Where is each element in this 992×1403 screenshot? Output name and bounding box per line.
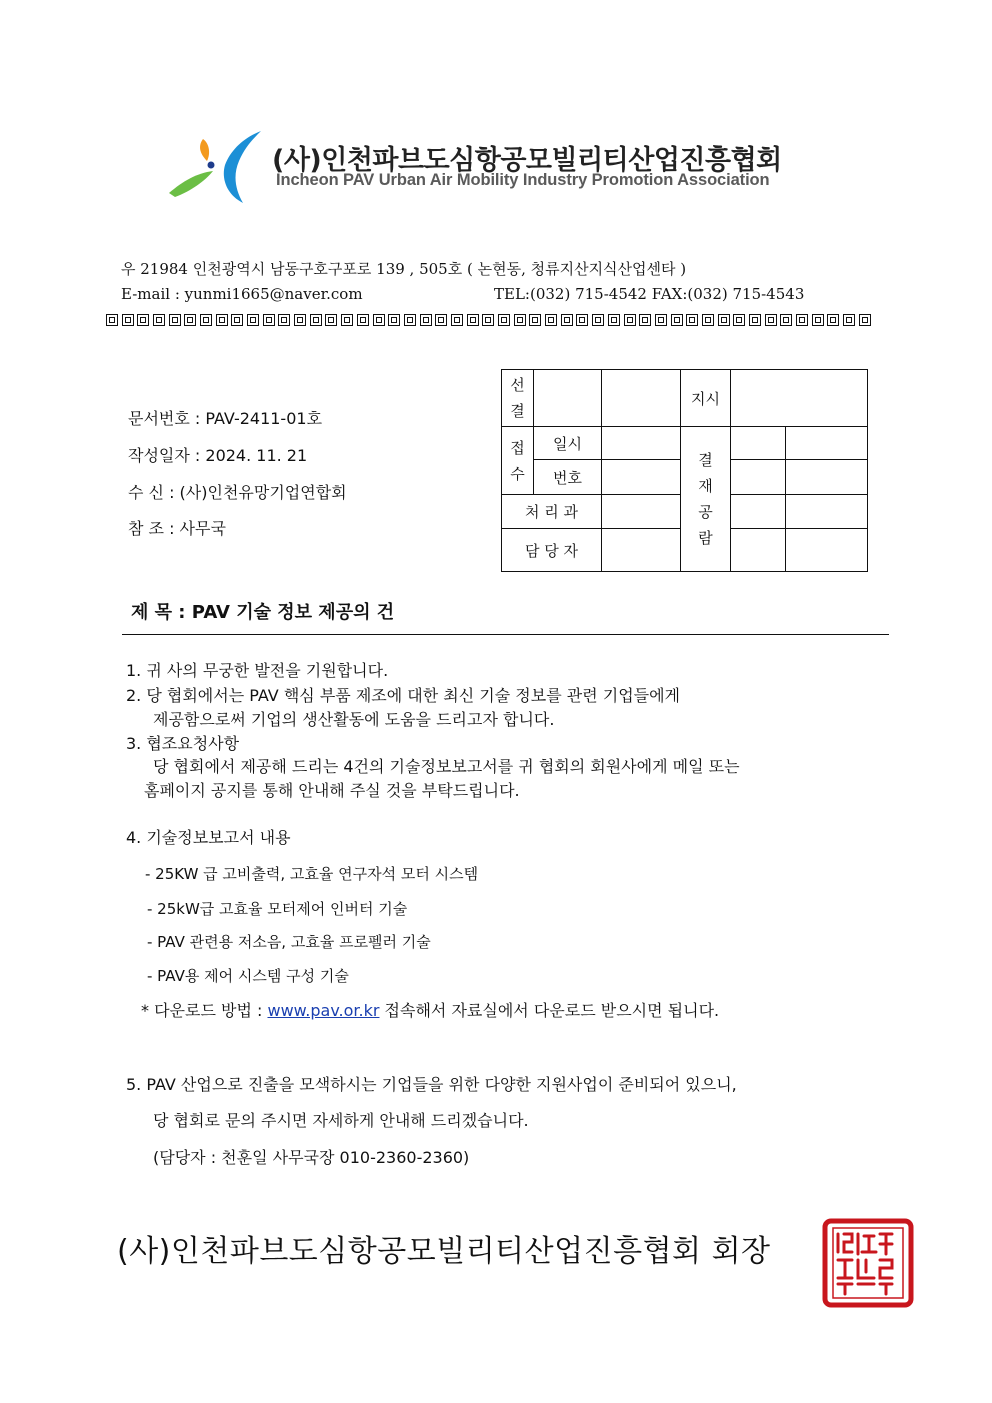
- website-link[interactable]: www.pav.or.kr: [267, 1001, 380, 1020]
- approval-cell: [786, 427, 868, 460]
- report-item: - 25KW 급 고비출력, 고효율 연구자석 모터 시스템: [145, 865, 479, 883]
- approval-cell: [731, 427, 786, 460]
- approval-sun: 선: [510, 376, 525, 394]
- report-item: - PAV 관련용 저소음, 고효율 프로펠러 기술: [147, 933, 431, 951]
- separator-square: [686, 314, 698, 326]
- approval-cell: [602, 427, 681, 460]
- separator-square: [482, 314, 494, 326]
- paragraph-3: 3. 협조요청사항: [126, 734, 240, 753]
- approval-cell: [731, 370, 868, 427]
- separator-square: [780, 314, 792, 326]
- approval-cell: [731, 460, 786, 495]
- approval-cell: [602, 460, 681, 495]
- approval-cell: [786, 460, 868, 495]
- approval-jisi: 지시: [681, 370, 731, 427]
- doc-reference: 참 조 : 사무국: [128, 519, 226, 538]
- separator-square: [827, 314, 839, 326]
- separator-square: [718, 314, 730, 326]
- separator-square: [278, 314, 290, 326]
- approval-beonho: 번호: [534, 460, 602, 495]
- paragraph-3-cont: 홈페이지 공지를 통해 안내해 주실 것을 부탁드립니다.: [144, 781, 520, 800]
- separator-square: [137, 314, 149, 326]
- approval-su: 수: [510, 464, 525, 483]
- separator-square: [435, 314, 447, 326]
- separator-square: [451, 314, 463, 326]
- separator-square: [608, 314, 620, 326]
- report-item: - 25kW급 고효율 모터제어 인버터 기술: [147, 900, 408, 918]
- approval-cell: [786, 495, 868, 529]
- report-item: - PAV용 제어 시스템 구성 기술: [147, 967, 349, 985]
- approval-gyeol2: 결: [698, 451, 713, 469]
- org-name-ko: (사)인천파브도심항공모빌리티산업진흥협회: [272, 145, 782, 176]
- separator-square: [514, 314, 526, 326]
- separator-square: [200, 314, 212, 326]
- approval-ilsi: 일시: [534, 427, 602, 460]
- paragraph-5-cont: 당 협회로 문의 주시면 자세하게 안내해 드리겠습니다.: [153, 1111, 529, 1130]
- separator-square: [702, 314, 714, 326]
- separator-square: [373, 314, 385, 326]
- separator-square: [153, 314, 165, 326]
- approval-ram: 람: [698, 529, 713, 547]
- approval-gyeol: 결: [510, 402, 525, 420]
- separator-squares: [104, 313, 872, 329]
- separator-square: [671, 314, 683, 326]
- separator-square: [655, 314, 667, 326]
- approval-cell: [786, 529, 868, 572]
- doc-subject: 제 목 : PAV 기술 정보 제공의 건: [131, 602, 395, 623]
- separator-square: [576, 314, 588, 326]
- paragraph-2-cont: 제공함으로써 기업의 생산활동에 도움을 드리고자 합니다.: [153, 710, 555, 729]
- separator-square: [404, 314, 416, 326]
- approval-cell: [602, 529, 681, 572]
- approval-jeopsu: [502, 427, 534, 495]
- separator-square: [310, 314, 322, 326]
- separator-square: [624, 314, 636, 326]
- separator-square: [796, 314, 808, 326]
- separator-square: [529, 314, 541, 326]
- separator-square: [106, 314, 118, 326]
- download-suffix: 접속해서 자료실에서 다운로드 받으시면 됩니다.: [379, 1001, 720, 1020]
- separator-square: [122, 314, 134, 326]
- address-line: 우 21984 인천광역시 남동구호구포로 139 , 505호 ( 논현동, 청류지산지식산업센타 ): [121, 260, 687, 278]
- separator-square: [749, 314, 761, 326]
- download-prefix: * 다운로드 방법 :: [141, 1001, 268, 1020]
- separator-square: [325, 314, 337, 326]
- separator-square: [184, 314, 196, 326]
- doc-date: 작성일자 : 2024. 11. 21: [128, 446, 308, 465]
- separator-square: [765, 314, 777, 326]
- doc-number: 문서번호 : PAV-2411-01호: [128, 409, 323, 428]
- separator-square: [733, 314, 745, 326]
- approval-cell: [602, 370, 681, 427]
- separator-square: [388, 314, 400, 326]
- separator-square: [498, 314, 510, 326]
- separator-square: [357, 314, 369, 326]
- paragraph-2: 2. 당 협회에서는 PAV 핵심 부품 제조에 대한 최신 기술 정보를 관련 기업들에게: [126, 686, 681, 705]
- uam-logo-icon: [165, 125, 265, 205]
- approval-table: [501, 369, 868, 572]
- separator-square: [216, 314, 228, 326]
- email-line: E-mail : yunmi1665@naver.com: [121, 285, 363, 303]
- separator-square: [561, 314, 573, 326]
- org-name-en: Incheon PAV Urban Air Mobility Industry Promotion Association: [276, 171, 770, 189]
- approval-jae: 재: [698, 477, 713, 495]
- approval-jeop: 접: [510, 438, 525, 457]
- separator-square: [231, 314, 243, 326]
- approval-gyeoljae-gongram: [681, 427, 731, 572]
- approval-cheorigwa: 처 리 과: [502, 495, 602, 529]
- approval-sungyeol: [502, 370, 534, 427]
- approval-damdangja: 담 당 자: [502, 529, 602, 572]
- approval-cell: [534, 370, 602, 427]
- separator-square: [341, 314, 353, 326]
- approval-gong: 공: [698, 503, 713, 521]
- subject-divider: [122, 634, 889, 635]
- tel-fax-line: TEL:(032) 715-4542 FAX:(032) 715-4543: [494, 285, 805, 303]
- official-seal-icon: [822, 1218, 914, 1308]
- approval-cell: [731, 529, 786, 572]
- separator-square: [812, 314, 824, 326]
- separator-square: [639, 314, 651, 326]
- separator-square: [420, 314, 432, 326]
- approval-cell: [602, 495, 681, 529]
- separator-square: [169, 314, 181, 326]
- approval-cell: [731, 495, 786, 529]
- paragraph-5: 5. PAV 산업으로 진출을 모색하시는 기업들을 위한 다양한 지원사업이 준비되어 있으니,: [126, 1075, 737, 1094]
- contact-person: (담당자 : 천훈일 사무국장 010-2360-2360): [153, 1148, 470, 1167]
- paragraph-3-body: 당 협회에서 제공해 드리는 4건의 기술정보보고서를 귀 협회의 회원사에게 메일 또는: [153, 757, 740, 776]
- doc-recipient: 수 신 : (사)인천유망기업연합회: [128, 483, 347, 502]
- separator-square: [263, 314, 275, 326]
- separator-square: [467, 314, 479, 326]
- separator-square: [592, 314, 604, 326]
- separator-square: [859, 314, 871, 326]
- download-instructions: [141, 998, 719, 1021]
- separator-square: [294, 314, 306, 326]
- paragraph-4: 4. 기술정보보고서 내용: [126, 828, 291, 847]
- separator-square: [545, 314, 557, 326]
- paragraph-1: 1. 귀 사의 무궁한 발전을 기원합니다.: [126, 661, 389, 680]
- signature-line: (사)인천파브도심항공모빌리티산업진흥협회 회장: [117, 1234, 771, 1269]
- separator-square: [247, 314, 259, 326]
- separator-square: [843, 314, 855, 326]
